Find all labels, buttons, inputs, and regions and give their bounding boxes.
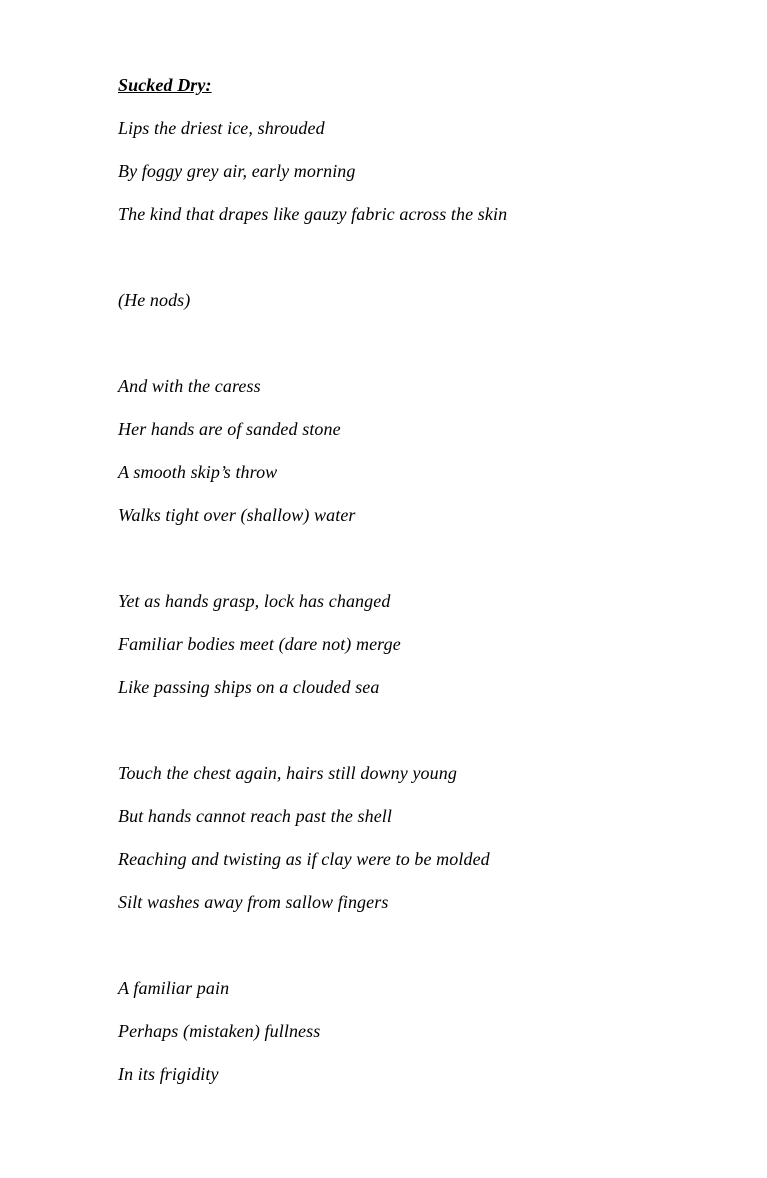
poem-line: Silt washes away from sallow fingers [118,892,389,912]
poem-line: Her hands are of sanded stone [118,419,341,439]
poem-line: In its frigidity [118,1064,219,1084]
poem-line: A familiar pain [118,978,230,998]
poem-stanza [118,279,727,322]
poem-line: (He nods) [118,290,191,310]
poem-line: A smooth skip’s throw [118,462,278,482]
poem-line: Yet as hands grasp, lock has changed [118,591,391,611]
poem-line: Lips the driest ice, shrouded [118,118,325,138]
poem-line: Familiar bodies meet (dare not) merge [118,634,401,654]
poem-stanza [118,107,727,236]
poem-stanza [118,752,727,924]
poem-body [118,107,727,1096]
poem-line: Reaching and twisting as if clay were to be molded [118,849,490,869]
poem-stanza [118,967,727,1096]
poem-line: And with the caress [118,376,261,396]
poem-line: The kind that drapes like gauzy fabric across the skin [118,204,508,224]
poem-title: Sucked Dry: [118,75,212,95]
poem-line: By foggy grey air, early morning [118,161,356,181]
poem-line: Perhaps (mistaken) fullness [118,1021,321,1041]
poem-line: But hands cannot reach past the shell [118,806,392,826]
poem-stanza [118,580,727,709]
poem-stanza [118,365,727,537]
poem-line: Like passing ships on a clouded sea [118,677,380,697]
poem-line: Touch the chest again, hairs still downy young [118,763,457,783]
poem-line: Walks tight over (shallow) water [118,505,356,525]
